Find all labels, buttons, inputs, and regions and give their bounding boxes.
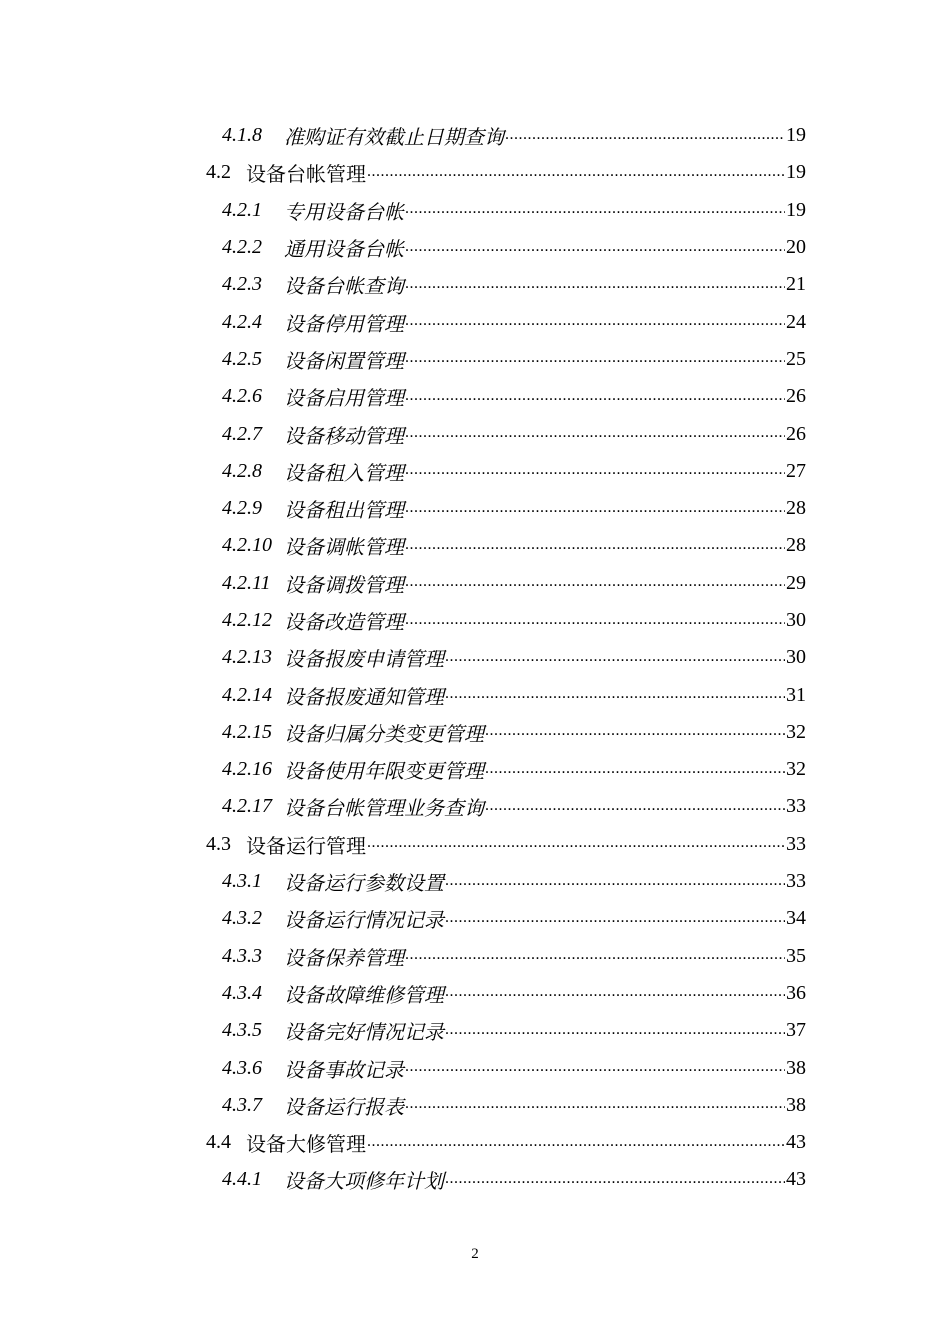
toc-entry-title: 设备使用年限变更管理 xyxy=(284,761,484,784)
toc-entry[interactable] xyxy=(222,676,806,713)
toc-entry-title: 设备台帐查询 xyxy=(284,276,404,299)
toc-entry-title: 设备改造管理 xyxy=(284,612,404,634)
toc-entry-page: 26 xyxy=(786,422,806,445)
toc-entry-number: 4.2.13 xyxy=(222,646,272,669)
toc-entry-title: 设备大项修年计划 xyxy=(284,1171,444,1194)
toc-entry-number: 4.2.10 xyxy=(222,534,272,557)
dot-leader xyxy=(445,1021,785,1041)
toc-entry-number: 4.1.8 xyxy=(222,124,262,147)
toc-entry-page: 36 xyxy=(786,981,806,1004)
toc-entry-number: 4.3.6 xyxy=(222,1056,262,1079)
toc-entry[interactable] xyxy=(222,415,806,452)
toc-entry-number: 4.2.7 xyxy=(222,422,262,445)
toc-entry-number: 4.2.14 xyxy=(222,683,272,706)
toc-entry-number: 4.2.2 xyxy=(222,236,262,259)
toc-entry-number: 4.3.7 xyxy=(222,1093,262,1116)
dot-leader xyxy=(445,909,785,929)
toc-entry-number: 4.3 xyxy=(206,832,231,855)
dot-leader xyxy=(405,611,785,631)
table-of-contents xyxy=(0,117,950,1199)
toc-entry-page: 20 xyxy=(786,236,806,259)
toc-entry[interactable] xyxy=(222,229,806,266)
dot-leader xyxy=(445,983,785,1003)
toc-entry-number: 4.2.12 xyxy=(222,609,272,631)
toc-entry-title: 设备大修管理 xyxy=(246,1134,366,1157)
toc-entry-title: 设备台帐管理业务查询 xyxy=(284,798,484,821)
dot-leader xyxy=(405,461,785,481)
toc-entry-page: 21 xyxy=(786,273,806,296)
toc-entry-page: 38 xyxy=(786,1093,806,1116)
toc-entry-number: 4.3.2 xyxy=(222,907,262,930)
toc-entry[interactable] xyxy=(222,714,806,751)
toc-entry-page: 26 xyxy=(786,385,806,408)
toc-entry[interactable] xyxy=(222,1012,806,1049)
page-number: 2 xyxy=(471,1246,479,1262)
toc-entry-title: 设备报废通知管理 xyxy=(284,686,444,709)
toc-entry-title: 设备闲置管理 xyxy=(284,350,404,373)
toc-entry-title: 设备事故记录 xyxy=(284,1059,404,1082)
toc-entry-title: 设备移动管理 xyxy=(284,425,404,448)
toc-entry-title: 设备报废申请管理 xyxy=(284,649,444,672)
toc-entry-title: 设备租出管理 xyxy=(284,500,404,523)
toc-entry-page: 28 xyxy=(786,534,806,557)
toc-entry-number: 4.3.3 xyxy=(222,944,262,967)
toc-entry-page: 19 xyxy=(786,124,806,147)
toc-entry-title: 专用设备台帐 xyxy=(284,201,404,224)
toc-entry-page: 32 xyxy=(786,758,806,781)
toc-entry-page: 38 xyxy=(786,1056,806,1079)
toc-entry-page: 29 xyxy=(786,571,806,594)
toc-entry-number: 4.3.1 xyxy=(222,870,262,893)
toc-entry-title: 设备运行参数设置 xyxy=(284,873,444,896)
toc-entry-number: 4.2.16 xyxy=(222,758,272,781)
dot-leader xyxy=(505,126,785,146)
toc-entry[interactable] xyxy=(222,938,806,975)
toc-entry[interactable] xyxy=(222,565,806,602)
toc-entry-page: 31 xyxy=(786,683,806,706)
toc-entry-page: 33 xyxy=(786,795,806,818)
dot-leader xyxy=(405,424,785,444)
toc-entry[interactable] xyxy=(222,341,806,378)
toc-entry[interactable] xyxy=(222,490,806,527)
toc-entry-number: 4.2.8 xyxy=(222,459,262,482)
toc-entry-page: 32 xyxy=(786,720,806,743)
toc-entry-number: 4.2.1 xyxy=(222,198,262,221)
dot-leader xyxy=(405,536,785,556)
toc-entry-title: 设备停用管理 xyxy=(284,313,404,336)
toc-entry[interactable] xyxy=(222,788,806,825)
toc-entry[interactable] xyxy=(222,117,806,154)
toc-entry[interactable] xyxy=(222,602,806,639)
toc-entry-title: 设备完好情况记录 xyxy=(284,1022,444,1045)
dot-leader xyxy=(367,834,785,854)
toc-entry-page: 33 xyxy=(786,870,806,893)
dot-leader xyxy=(405,349,785,369)
toc-entry-number: 4.4.1 xyxy=(222,1168,262,1191)
toc-entry-page: 33 xyxy=(786,832,806,855)
toc-entry-number: 4.2.4 xyxy=(222,310,262,333)
dot-leader xyxy=(485,797,785,817)
toc-entry-title: 设备运行报表 xyxy=(284,1096,404,1119)
toc-entry-number: 4.3.5 xyxy=(222,1019,262,1042)
dot-leader xyxy=(367,163,785,183)
toc-entry[interactable] xyxy=(222,900,806,937)
toc-entry[interactable] xyxy=(206,826,806,863)
toc-entry-page: 25 xyxy=(786,347,806,370)
toc-entry[interactable] xyxy=(222,1161,806,1198)
dot-leader xyxy=(367,1133,785,1153)
toc-entry-page: 34 xyxy=(786,907,806,930)
toc-entry-title: 设备运行管理 xyxy=(246,835,366,858)
toc-entry-title: 设备调帐管理 xyxy=(284,537,404,560)
toc-entry-page: 35 xyxy=(786,944,806,967)
dot-leader xyxy=(485,722,785,742)
toc-entry[interactable] xyxy=(222,1087,806,1124)
dot-leader xyxy=(445,648,785,668)
toc-entry-title: 设备租入管理 xyxy=(284,462,404,485)
toc-entry-number: 4.2 xyxy=(206,161,231,184)
toc-entry-page: 28 xyxy=(786,497,806,520)
toc-entry[interactable] xyxy=(222,192,806,229)
toc-entry-page: 43 xyxy=(786,1168,806,1191)
toc-entry[interactable] xyxy=(206,154,806,191)
dot-leader xyxy=(445,685,785,705)
toc-entry[interactable] xyxy=(222,863,806,900)
toc-entry[interactable] xyxy=(222,527,806,564)
toc-entry-number: 4.2.3 xyxy=(222,273,262,296)
toc-entry-page: 19 xyxy=(786,198,806,221)
toc-entry-number: 4.2.5 xyxy=(222,347,262,370)
toc-entry[interactable] xyxy=(222,303,806,340)
toc-entry[interactable] xyxy=(222,1049,806,1086)
dot-leader xyxy=(405,1095,785,1115)
toc-entry-number: 4.2.17 xyxy=(222,795,272,818)
toc-entry-title: 设备归属分类变更管理 xyxy=(284,723,484,746)
toc-entry-number: 4.3.4 xyxy=(222,981,262,1004)
toc-entry-title: 设备调拨管理 xyxy=(284,574,404,597)
toc-entry[interactable] xyxy=(222,975,806,1012)
dot-leader xyxy=(405,200,785,220)
toc-entry[interactable] xyxy=(222,639,806,676)
dot-leader xyxy=(405,946,785,966)
toc-entry-title: 通用设备台帐 xyxy=(284,239,404,262)
toc-entry-title: 设备启用管理 xyxy=(284,388,404,411)
toc-entry-number: 4.2.9 xyxy=(222,497,262,520)
toc-entry[interactable] xyxy=(206,1124,806,1161)
dot-leader xyxy=(405,387,785,407)
dot-leader xyxy=(485,760,785,780)
dot-leader xyxy=(405,573,785,593)
toc-entry-page: 43 xyxy=(786,1131,806,1154)
toc-entry-number: 4.2.15 xyxy=(222,720,272,743)
toc-entry-page: 30 xyxy=(786,646,806,669)
toc-entry-title: 设备保养管理 xyxy=(284,947,404,970)
toc-entry-page: 24 xyxy=(786,310,806,333)
toc-entry[interactable] xyxy=(222,751,806,788)
toc-entry-title: 准购证有效截止日期查询 xyxy=(284,127,504,150)
dot-leader xyxy=(405,1058,785,1078)
dot-leader xyxy=(405,499,785,519)
dot-leader xyxy=(445,1170,785,1190)
dot-leader xyxy=(405,275,785,295)
toc-entry-page: 27 xyxy=(786,459,806,482)
toc-entry-page: 37 xyxy=(786,1019,806,1042)
toc-entry-number: 4.2.6 xyxy=(222,385,262,408)
toc-entry[interactable] xyxy=(222,266,806,303)
dot-leader xyxy=(445,872,785,892)
toc-entry-page: 30 xyxy=(786,609,806,631)
dot-leader xyxy=(405,312,785,332)
toc-entry-page: 19 xyxy=(786,161,806,184)
toc-entry-title: 设备台帐管理 xyxy=(246,164,366,187)
toc-entry[interactable] xyxy=(222,453,806,490)
toc-entry-title: 设备故障维修管理 xyxy=(284,984,444,1007)
toc-entry-number: 4.4 xyxy=(206,1131,231,1154)
dot-leader xyxy=(405,238,785,258)
toc-entry-number: 4.2.11 xyxy=(222,571,271,594)
toc-entry[interactable] xyxy=(222,378,806,415)
toc-entry-title: 设备运行情况记录 xyxy=(284,910,444,933)
